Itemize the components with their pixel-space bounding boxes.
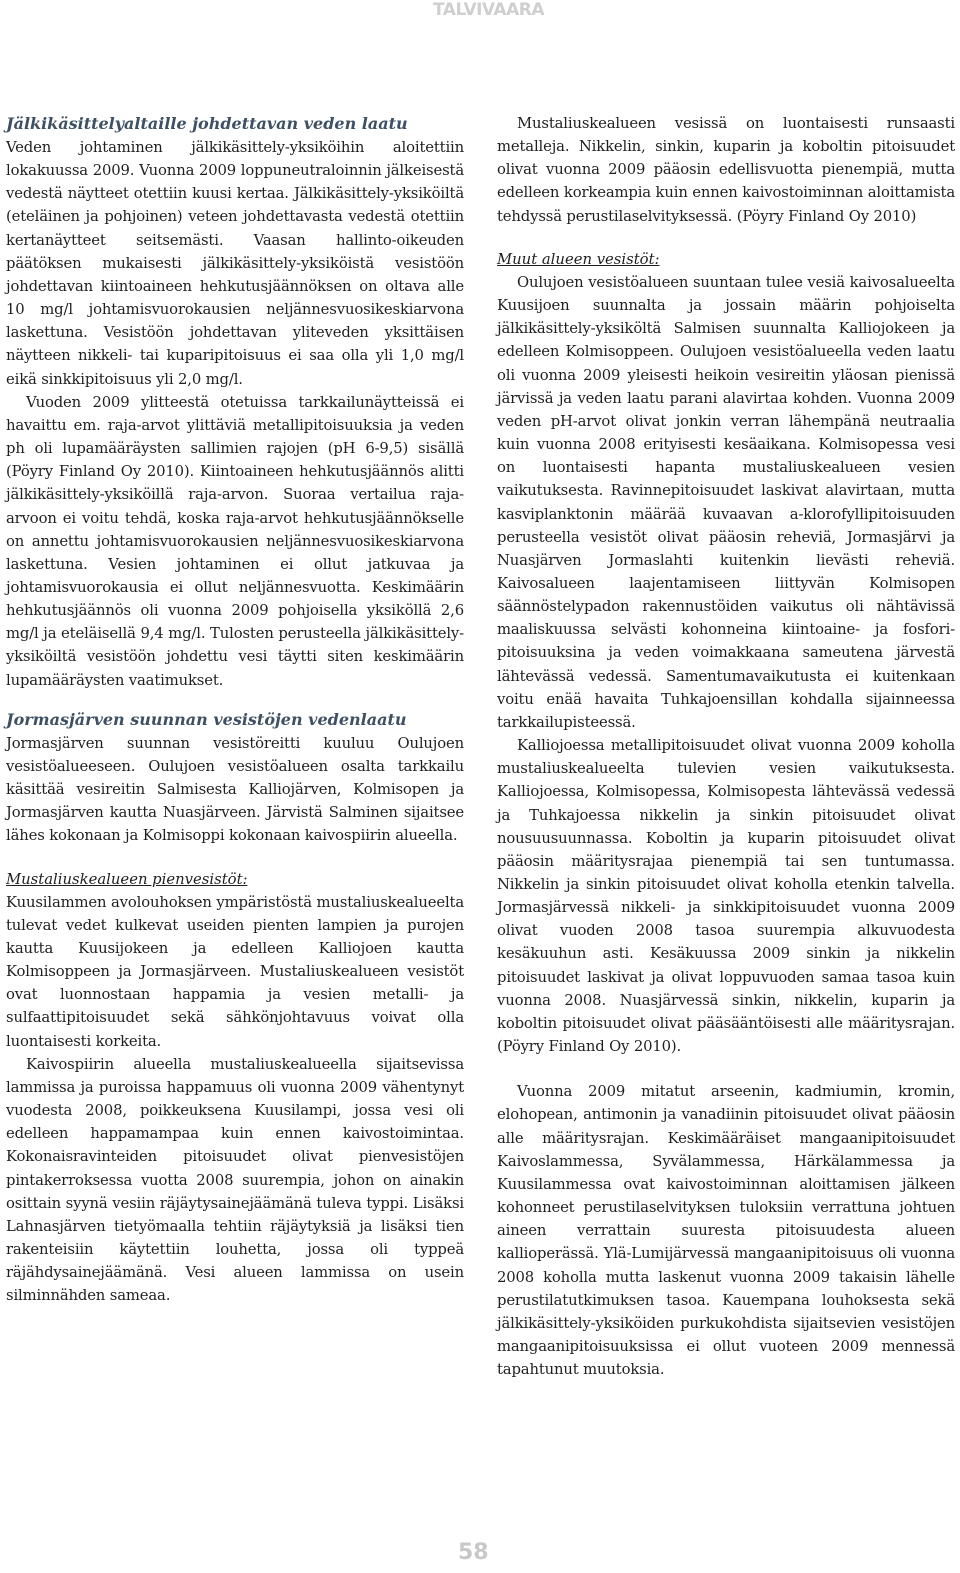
paragraph: Veden johtaminen jälkikäsittely-yksiköihin aloitettiin lokakuussa 2009. Vuonna 2009 loppuneutraloinnin jälkeisestä vedestä näytteet otettiin kuusi kertaa. Jälkikäsittely-yksiköiltä (eteläinen ja pohjoinen) veteen johdettavasta vedestä otettiin kertanäytteet seitsemästi. Vaasan hallinto-oikeuden päätöksen mukaisesti jälkikäsittely-yksiköistä vesistöön johdettavan kiintoaineen hehkutusjäännöksen on oltava alle 10 mg/l johtamisvuorokausien neljännesvuosikeskiarvona laskettuna. Vesistöön johdettavan yliteveden yksittäisen näytteen nikkeli- tai kuparipitoisuus ei saa olla yli 1,0 mg/l eikä sinkkipitoisuus yli 2,0 mg/l. (6, 139, 464, 388)
page-number: 58 (458, 1540, 489, 1565)
right-column (497, 112, 955, 1381)
paragraph: Jormasjärven suunnan vesistöreitti kuuluu Oulujoen vesistöalueeseen. Oulujoen vesistöalueen osalta tarkkailu käsittää vesireitin Salmisesta Kalliojärven, Kolmisopen ja Jormasjärven kautta Nuasjärveen. Järvistä Salminen sijaitsee lähes kokonaan ja Kolmisoppi kokonaan kaivospiirin alueella. (6, 734, 464, 845)
subheading-other-waters: Muut alueen vesistöt: (497, 250, 660, 268)
paragraph: Kaivospiirin alueella mustaliuskealueella sijaitsevissa lammissa ja puroissa happamuus oli vuonna 2009 vähentynyt vuodesta 2008, poikkeuksena Kuusilampi, jossa vesi oli edelleen happamampaa kuin ennen kaivostoimintaa. Kokonaisravinteiden pitoisuudet olivat pienvesistöjen pintakerroksessa vuotta 2008 suurempia, johon on ainakin osittain syynä vesiin räjäytysainejäämänä tuleva typpi. Lisäksi Lahnasjärven tietyömaalla tehtiin räjäytyksiä ja lisäksi tien rakenteisiin käytettiin louhetta, jossa oli typpeä räjähdysainejäämänä. Vesi alueen lammissa on usein silminnähden sameaa. (6, 1055, 464, 1305)
left-column (6, 112, 464, 1308)
section-heading-jormasjarvi: Jormasjärven suunnan vesistöjen vedenlaatu (6, 709, 407, 729)
subheading-black-schist-waters: Mustaliuskealueen pienvesistöt: (6, 870, 248, 888)
paragraph: Vuonna 2009 mitatut arseenin, kadmiumin, kromin, elohopean, antimonin ja vanadiinin pitoisuudet olivat pääosin alle määritysrajan. Keskimääräiset mangaanipitoisuudet Kaivoslammessa, Syvälammessa, Härkälammessa ja Kuusilammessa ovat kaivostoiminnan aloittamisen jälkeen kohonneet perustilaselvityksen tuloksiin verrattuna johtuen aineen verrattain suuresta pitoisuudesta alueen kallioperässä. Ylä-Lumijärvessä mangaanipitoisuus oli vuonna 2008 koholla mutta laskenut vuonna 2009 takaisin lähelle perustilatutkimuksen tasoa. Kauempana louhoksesta sekä jälkikäsittely-yksiköiden purkukohdista sijaitsevien vesistöjen mangaanipitoisuuksissa ei ollut vuoteen 2009 mennessä tapahtunut muutoksia. (497, 1083, 955, 1379)
paragraph: Kuusilammen avolouhoksen ympäristöstä mustaliuskealueelta tulevat vedet kulkevat useiden pienten lampien ja purojen kautta Kuusijokeen ja edelleen Kalliojoen kautta Kolmisoppeen ja Jormasjärveen. Mustaliuskealueen vesistöt ovat luonnostaan happamia ja vesien metalli- ja sulfaattipitoisuudet sekä sähkönjohtavuus voivat olla luontaisesti korkeita. (6, 893, 464, 1050)
paragraph: Kalliojoessa metallipitoisuudet olivat vuonna 2009 koholla mustaliuskealueelta tulevien vesien vaikutuksesta. Kalliojoessa, Kolmisopessa, Kolmisopesta lähtevässä vedessä ja Tuhkajoessa nikkelin ja sinkin pitoisuudet olivat nousuusuunnassa. Koboltin ja kuparin pitoisuudet olivat pääosin määritysrajaa pienempiä tai sen tuntumassa. Nikkelin ja sinkin pitoisuudet olivat koholla etenkin talvella. Jormasjärvessä nikkeli- ja sinkkipitoisuudet vuonna 2009 olivat vuoden 2008 tasoa suurempia alkuvuodesta kesäkuuhun asti. Kesäkuussa 2009 sinkin ja nikkelin pitoisuudet laskivat ja olivat loppuvuoden samaa tasoa kuin vuonna 2008. Nuasjärvessä sinkin, nikkelin, kuparin ja koboltin pitoisuudet olivat pääsääntöisesti alle määritysrajan. (Pöyry Finland Oy 2010). (497, 737, 955, 1056)
paragraph: Vuoden 2009 ylitteestä otetuissa tarkkailunäytteissä ei havaittu em. raja-arvot ylittäviä metallipitoisuuksia ja veden ph oli lupamääräysten sallimien rajojen (pH 6-9,5) sisällä (Pöyry Finland Oy 2010). Kiintoaineen hehkutusjäännös alitti jälkikäsittely-yksiköillä raja-arvon. Suoraa vertailua raja-arvoon ei voitu tehdä, koska raja-arvot hehkutusjäännökselle on annettu johtamisvuorokausien neljännesvuosikeskiarvona laskettuna. Vesien johtaminen ei ollut jatkuvaa ja johtamisvuorokausia ei ollut neljännesvuotta. Keskimäärin hehkutusjäännös oli vuonna 2009 pohjoisella yksiköllä 2,6 mg/l ja eteläisellä 9,4 mg/l. Tulosten perusteella jälkikäsittely-yksiköiltä vesistöön johdettu vesi täytti siten keskimäärin lupamääräysten vaatimukset. (6, 393, 464, 689)
brand-header: TALVIVAARA (433, 0, 544, 20)
section-heading-effluent-quality: Jälkikäsittelyaltaille johdettavan veden laatu (6, 114, 408, 133)
paragraph: Oulujoen vesistöalueen suuntaan tulee vesiä kaivosalueelta Kuusijoen suunnalta ja jossain määrin pohjoiselta jälkikäsittely-yksiköltä Salmisen suunnalta Kalliojokeen ja edelleen Kolmisoppeen. Oulujoen vesistöalueella veden laatu oli vuonna 2009 yleisesti heikoin vesireitin yläosan pienissä järvissä ja veden laatu parani alavirtaa kohden. Vuonna 2009 veden pH-arvot olivat jonkin verran lähempänä neutraalia kuin vuonna 2008 erityisesti kesäaikana. Kolmisopessa vesi on luontaisesti hapanta mustaliuskealueen vesien vaikutuksesta. Ravinnepitoisuudet laskivat alavirtaan, mutta kasviplanktonin määrää kuvaavan a-klorofyllipitoisuuden perusteella vesistöt olivat pääosin reheviä, Jormasjärvi ja Nuasjärven Jormaslahti kuitenkin lievästi reheviä. Kaivosalueen laajentamiseen liittyvän Kolmisopen säännöstelypadon rakennustöiden vaikutus oli nähtävissä maaliskuussa selvästi kohonneina kiintoaine- ja fosfori-pitoisuuksina ja veden voimakkaana sameutena järvestä lähtevässä vedessä. Samentumavaikutusta ei kuitenkaan voitu enää havaita Tuhkajoensillan kohdalla sijainneessa tarkkailupisteessä. (497, 273, 955, 731)
paragraph: Mustaliuskealueen vesissä on luontaisesti runsaasti metalleja. Nikkelin, sinkin, kuparin ja koboltin pitoisuudet olivat vuonna 2009 pääosin edellisvuotta pienempiä, mutta edelleen korkeampia kuin ennen kaivostoiminnan aloittamista tehdyssä perustilaselvityksessä. (Pöyry Finland Oy 2010) (497, 115, 955, 225)
